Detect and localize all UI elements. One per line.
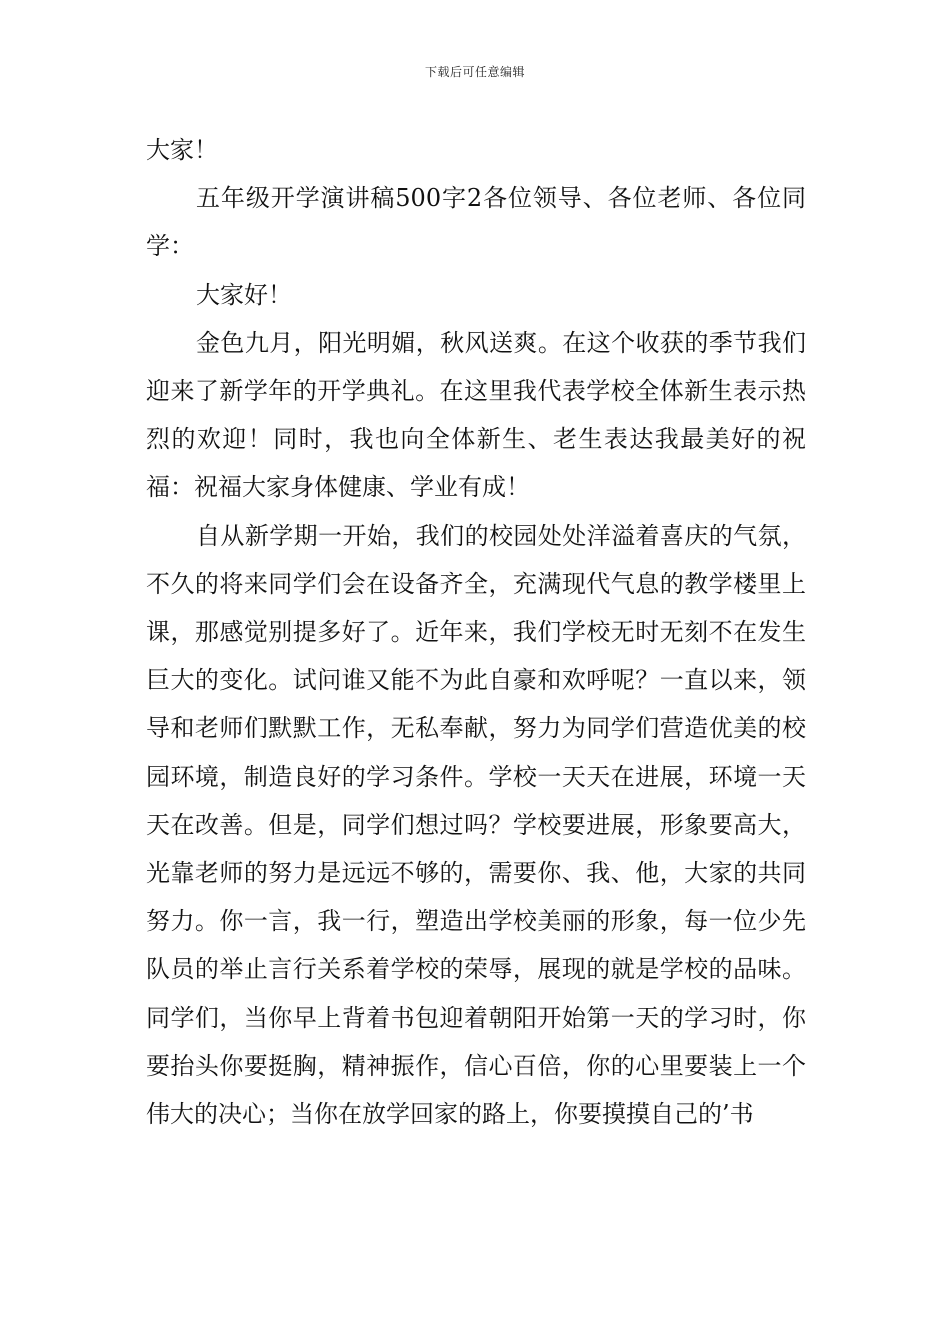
paragraph-speech-title-salutation: 五年级开学演讲稿500字2各位领导、各位老师、各位同学： — [146, 184, 806, 261]
paragraph-main-body: 自从新学期一开始，我们的校园处处洋溢着喜庆的气氛，不久的将来同学们会在设备齐全，充满现代气息的教学楼里上课，那感觉别提多好了。近年来，我们学校无时无刻不在发生巨大的变化。试问谁又能不为此自豪和欢呼呢？一直以来，领导和老师们默默工作，无私奉献，努力为同学们营造优美的校园环境，制造良好的学习条件。学校一天天在进展，环境一天天在改善。但是，同学们想过吗？学校要进展，形象要高大，光靠老师的努力是远远不够的，需要你、我、他，大家的共同努力。你一言，我一行，塑造出学校美丽的形象，每一位少先队员的举止言行关系着学校的荣辱，展现的就是学校的品味。同学们，当你早上背着书包迎着朝阳开始第一天的学习时，你要抬头你要挺胸，精神振作，信心百倍，你的心里要装上一个伟大的决心；当你在放学回家的路上，你要摸摸自己的’书 — [146, 521, 806, 1129]
page-header-note: 下载后可任意编辑 — [424, 65, 525, 79]
document-body — [146, 126, 806, 1138]
paragraph-welcome: 金色九月，阳光明媚，秋风送爽。在这个收获的季节我们迎来了新学年的开学典礼。在这里我代表学校全体新生表示热烈的欢迎！同时，我也向全体新生、老生表达我最美好的祝福：祝福大家身体健康、学业有成！ — [146, 328, 806, 502]
paragraph-closing-greeting: 大家！ — [146, 136, 218, 164]
paragraph-greeting: 大家好！ — [196, 280, 292, 309]
